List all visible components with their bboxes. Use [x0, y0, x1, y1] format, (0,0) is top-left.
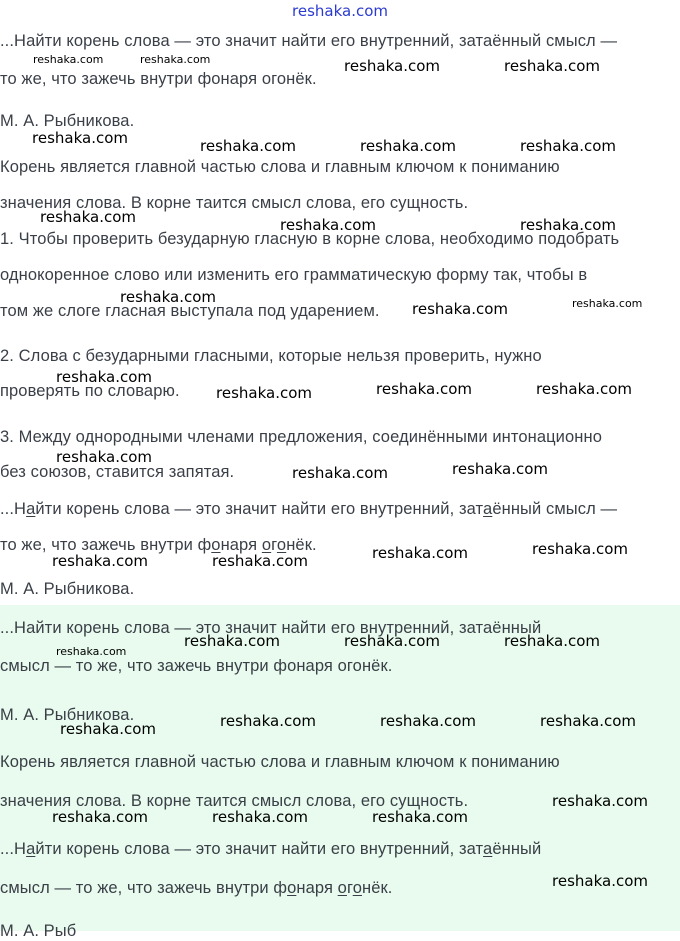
watermark: reshaka.com [140, 53, 211, 66]
watermark: reshaka.com [280, 216, 376, 234]
watermark: reshaka.com [292, 2, 388, 20]
watermark: reshaka.com [292, 464, 388, 482]
watermark: reshaka.com [60, 720, 156, 738]
watermark: reshaka.com [120, 288, 216, 306]
marked-quote-line-2: то же, что зажечь внутри фонаря огонёк. [0, 536, 317, 554]
watermark: reshaka.com [52, 552, 148, 570]
watermark: reshaka.com [184, 632, 280, 650]
underlined-vowel: о [352, 879, 362, 897]
rule-2-line-1: 2. Слова с безударными гласными, которые нельзя проверить, нужно [0, 347, 542, 365]
underlined-vowel: о [287, 879, 297, 897]
watermark: reshaka.com [212, 808, 308, 826]
watermark: reshaka.com [56, 368, 152, 386]
quote-author: М. А. Рыбникова. [0, 112, 135, 130]
rule-3-line-2: без союзов, ставится запятая. [0, 463, 235, 481]
green-marked-line-2: смысл — то же, что зажечь внутри фонаря огонёк. [0, 879, 393, 897]
watermark: reshaka.com [540, 712, 636, 730]
quote-line-2: то же, что зажечь внутри фонаря огонёк. [0, 70, 317, 88]
watermark: reshaka.com [344, 57, 440, 75]
marked-quote-author: М. А. Рыбникова. [0, 580, 135, 598]
green-author-cut: М. А. Рыб [0, 922, 77, 940]
watermark: reshaka.com [212, 552, 308, 570]
watermark: reshaka.com [536, 380, 632, 398]
green-paragraph-line-1: Корень является главной частью слова и главным ключом к пониманию [0, 753, 560, 771]
watermark: reshaka.com [452, 460, 548, 478]
green-quote-author: М. А. Рыбникова. [0, 706, 135, 724]
watermark: reshaka.com [32, 129, 128, 147]
underlined-vowel: а [26, 840, 36, 858]
underlined-vowel: о [337, 879, 347, 897]
rule-1-line-1: 1. Чтобы проверить безударную гласную в корне слова, необходимо подобрать [0, 230, 620, 248]
watermark: reshaka.com [216, 384, 312, 402]
underlined-vowel: о [276, 536, 287, 554]
underlined-vowel: о [211, 536, 221, 554]
watermark: reshaka.com [52, 808, 148, 826]
watermark: reshaka.com [360, 137, 456, 155]
marked-quote-line-1: ...Найти корень слова — это значит найти его внутренний, затаённый смысл — [0, 500, 618, 518]
watermark: reshaka.com [200, 137, 296, 155]
watermark: reshaka.com [56, 448, 152, 466]
watermark: reshaka.com [520, 137, 616, 155]
watermark: reshaka.com [552, 872, 648, 890]
watermark: reshaka.com [504, 57, 600, 75]
watermark: reshaka.com [344, 632, 440, 650]
watermark: reshaka.com [372, 544, 468, 562]
green-paragraph-line-2: значения слова. В корне таится смысл слова, его сущность. [0, 792, 469, 810]
paragraph-line-1: Корень является главной частью слова и главным ключом к пониманию [0, 158, 560, 176]
watermark: reshaka.com [532, 540, 628, 558]
rule-1-line-3: том же слоге гласная выступала под ударением. [0, 302, 380, 320]
watermark: reshaka.com [380, 712, 476, 730]
green-quote-line-1: ...Найти корень слова — это значит найти его внутренний, затаённый [0, 619, 542, 637]
watermark: reshaka.com [412, 300, 508, 318]
underlined-vowel: а [483, 500, 493, 518]
rule-2-line-2: проверять по словарю. [0, 382, 180, 400]
rule-3-line-1: 3. Между однородными членами предложения, соединёнными интонационно [0, 428, 602, 446]
underlined-vowel: о [261, 536, 272, 554]
watermark: reshaka.com [40, 208, 136, 226]
quote-line-1: ...Найти корень слова — это значит найти его внутренний, затаённый смысл — [0, 32, 618, 50]
watermark: reshaka.com [220, 712, 316, 730]
watermark: reshaka.com [372, 808, 468, 826]
underlined-vowel: а [483, 840, 493, 858]
watermark: reshaka.com [572, 297, 643, 310]
green-marked-line-1: ...Найти корень слова — это значит найти его внутренний, затаённый [0, 840, 542, 858]
watermark: reshaka.com [552, 792, 648, 810]
paragraph-line-2: значения слова. В корне таится смысл слова, его сущность. [0, 194, 469, 212]
watermark: reshaka.com [56, 645, 127, 658]
watermark: reshaka.com [520, 216, 616, 234]
watermark: reshaka.com [504, 632, 600, 650]
watermark: reshaka.com [33, 53, 104, 66]
underlined-vowel: а [26, 500, 36, 518]
green-quote-line-2: смысл — то же, что зажечь внутри фонаря огонёк. [0, 657, 393, 675]
watermark: reshaka.com [376, 380, 472, 398]
rule-1-line-2: однокоренное слово или изменить его грамматическую форму так, чтобы в [0, 266, 588, 284]
